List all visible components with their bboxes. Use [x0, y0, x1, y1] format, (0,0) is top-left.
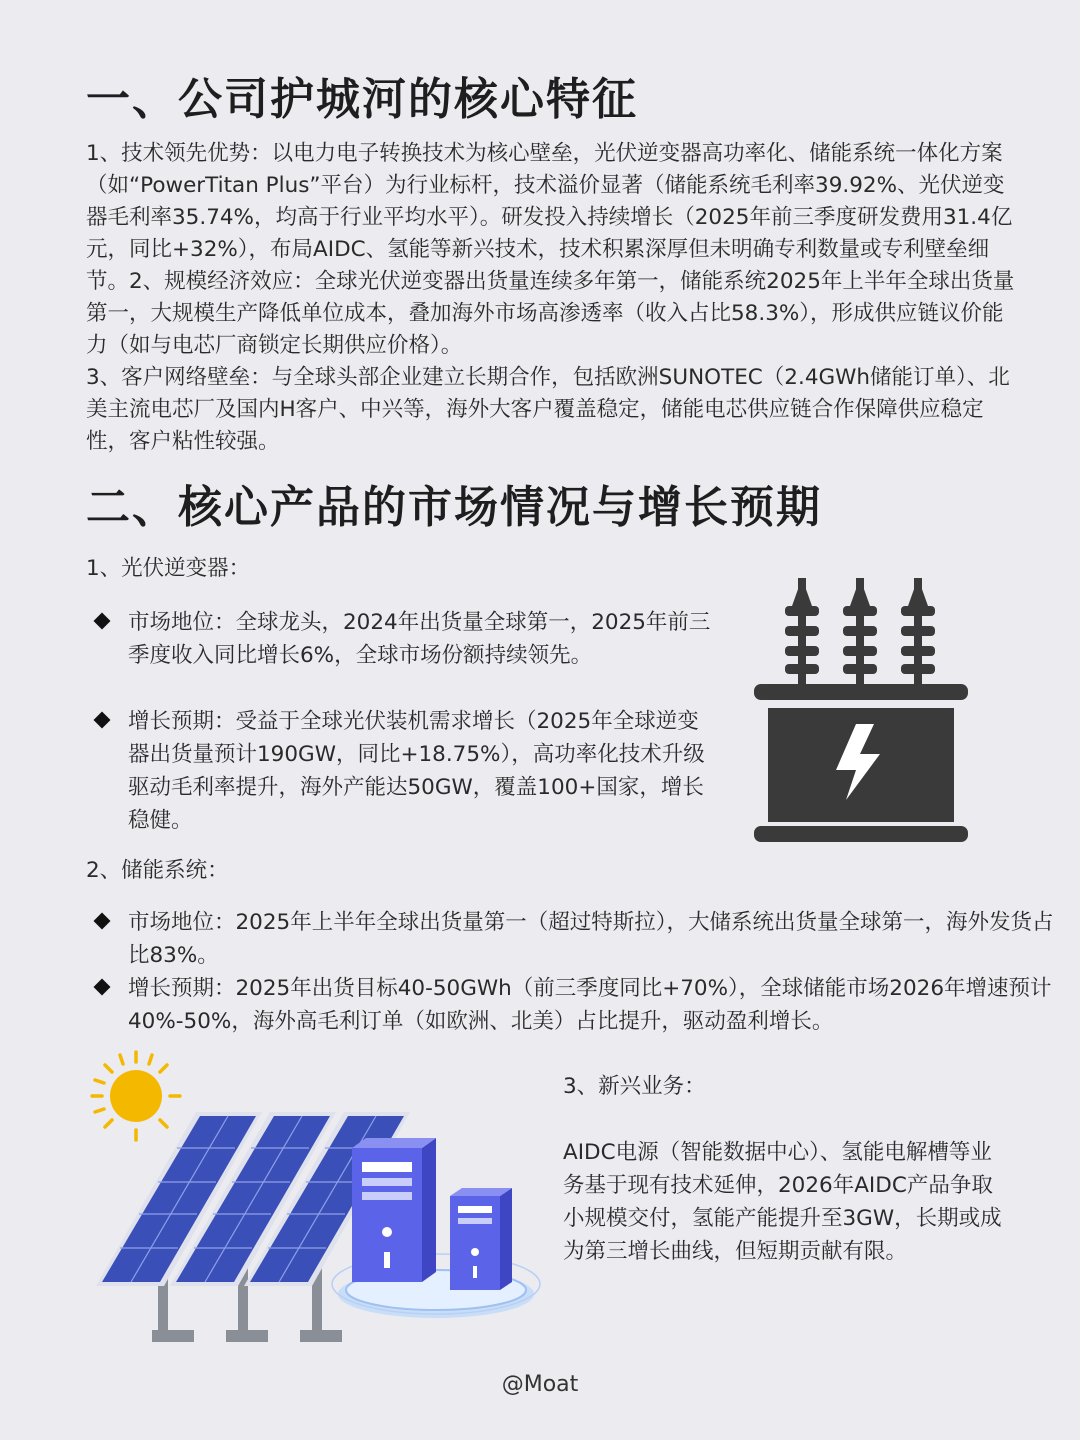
- storage-bullet-growth: [86, 972, 1064, 1038]
- storage-bullet-market-position: [86, 906, 1064, 972]
- pv-bullet-growth: [86, 705, 712, 837]
- server-icon: [450, 1188, 512, 1290]
- emerging-business-heading: 3、新兴业务：: [563, 1074, 706, 1099]
- section-title-products: 二、核心产品的市场情况与增长预期: [86, 482, 822, 533]
- insulator-icon: [901, 578, 935, 686]
- pv-bullet-growth-text: 增长预期：受益于全球光伏装机需求增长（2025年全球逆变器出货量预计190GW，同比+18.75%），高功率化技术升级驱动毛利率提升，海外产能达50GW，覆盖100+国家，增长稳健。: [128, 709, 705, 833]
- server-icon: [352, 1138, 436, 1282]
- moat-paragraph-2: 3、客户网络壁垒：与全球头部企业建立长期合作，包括欧洲SUNOTEC（2.4GWh储能订单）、北美主流电芯厂及国内H客户、中兴等，海外大客户覆盖稳定，储能电芯供应链合作保障供应稳定性，客户粘性较强。: [86, 365, 1010, 454]
- storage-heading: 2、储能系统：: [86, 858, 229, 883]
- emerging-business-body: AIDC电源（智能数据中心）、氢能电解槽等业务基于现有技术延伸，2026年AIDC产品争取小规模交付，氢能产能提升至3GW，长期或成为第三增长曲线，但短期贡献有限。: [563, 1140, 1002, 1264]
- insulator-icon: [785, 578, 819, 686]
- section-title-moat: 一、公司护城河的核心特征: [86, 74, 638, 125]
- moat-paragraph-1: 1、技术领先优势：以电力电子转换技术为核心壁垒，光伏逆变器高功率化、储能系统一体化方案（如“PowerTitan Plus”平台）为行业标杆，技术溢价显著（储能系统毛利率39.92%、光伏逆变器毛利率35.74%，均高于行业平均水平）。研发投入持续增长（2025年前三季度研发费用31.4亿元，同比+32%），布局AIDC、氢能等新兴技术，技术积累深厚但未明确专利数量或专利壁垒细节。2、规模经济效应：全球光伏逆变器出货量连续多年第一，储能系统2025年上半年全球出货量第一，大规模生产降低单位成本，叠加海外市场高渗透率（收入占比58.3%），形成供应链议价能力（如与电芯厂商锁定长期供应价格）。: [86, 141, 1015, 358]
- diamond-bullet-icon: [94, 613, 111, 630]
- pv-bullet-market-position-text: 市场地位：全球龙头，2024年出货量全球第一，2025年前三季度收入同比增长6%，全球市场份额持续领先。: [128, 610, 711, 668]
- author-handle: @Moat: [501, 1372, 579, 1397]
- insulator-icon: [843, 578, 877, 686]
- pv-bullet-market-position: [86, 606, 712, 672]
- diamond-bullet-icon: [94, 712, 111, 729]
- storage-bullet-growth-text: 增长预期：2025年出货目标40-50GWh（前三季度同比+70%），全球储能市场2026年增速预计40%-50%，海外高毛利订单（如欧洲、北美）占比提升，驱动盈利增长。: [128, 976, 1052, 1034]
- diamond-bullet-icon: [94, 913, 111, 930]
- pv-inverter-heading: 1、光伏逆变器：: [86, 556, 251, 581]
- sun-icon: [92, 1052, 180, 1140]
- diamond-bullet-icon: [94, 979, 111, 996]
- storage-bullet-market-position-text: 市场地位：2025年上半年全球出货量第一（超过特斯拉），大储系统出货量全球第一，海外发货占比83%。: [128, 910, 1054, 968]
- transformer-icon: [748, 574, 972, 846]
- solar-illustration: [86, 1046, 546, 1352]
